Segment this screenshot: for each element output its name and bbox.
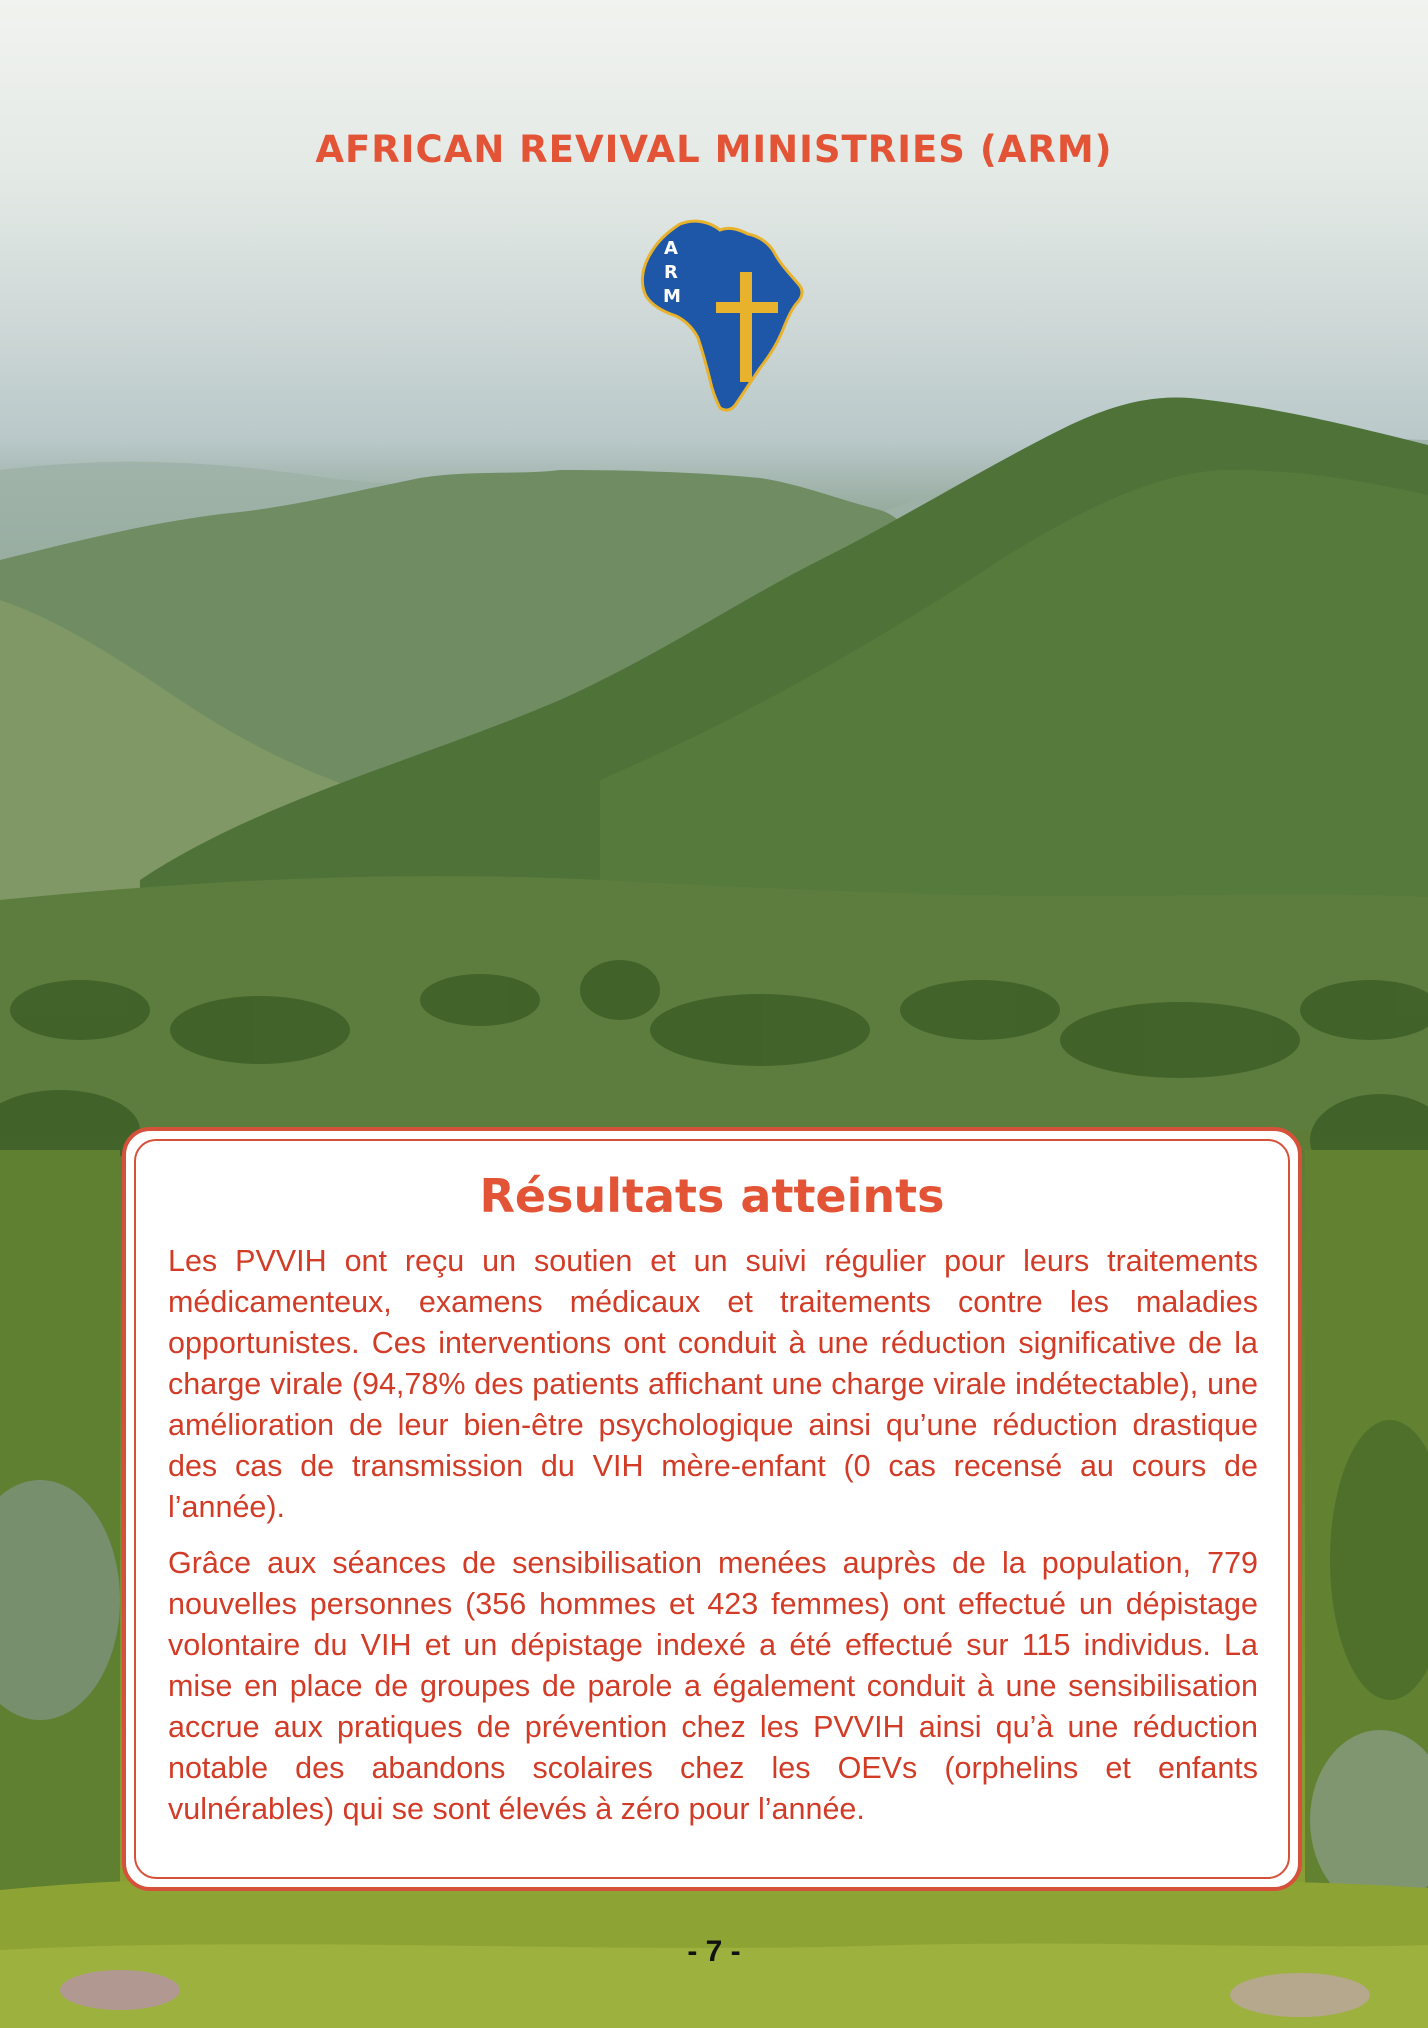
logo-letter-m: M bbox=[663, 286, 681, 307]
page-number: - 7 - bbox=[687, 1935, 741, 1968]
results-paragraph: Grâce aux séances de sensibilisation menées auprès de la population, 779 nouvelles personnes (356 hommes et 423 femmes) ont effectué un dépistage volontaire du VIH et un dépistage indexé a été effectué sur 115 individus. La mise en place de groupes de parole a également conduit à une sensibilisation accrue aux pratiques de prévention chez les PVVIH ainsi qu’à une réduction notable des abandons scolaires chez les OEVs (orphelins et enfants vulnérables) qui se sont élevés à zéro pour l’année. bbox=[168, 1546, 1258, 1826]
africa-map-cross-icon bbox=[640, 212, 810, 422]
results-paragraph: Les PVVIH ont reçu un soutien et un suivi régulier pour leurs traitements médicamenteux, examens médicaux et traitements contre les maladies opportunistes. Ces interventions ont conduit à une réduction significative de la charge virale (94,78% des patients affichant une charge virale indétectable), une amélioration de leur bien-être psychologique ainsi qu’une réduction drastique des cas de transmission du VIH mère-enfant (0 cas recensé au cours de l’année). bbox=[168, 1244, 1258, 1524]
logo-letter-r: R bbox=[664, 262, 678, 283]
arm-logo bbox=[640, 212, 810, 422]
results-heading: Résultats atteints bbox=[479, 1169, 945, 1223]
logo-letter-a: A bbox=[664, 238, 678, 259]
organization-title: AFRICAN REVIVAL MINISTRIES (ARM) bbox=[315, 128, 1113, 171]
results-card bbox=[122, 1127, 1302, 1891]
